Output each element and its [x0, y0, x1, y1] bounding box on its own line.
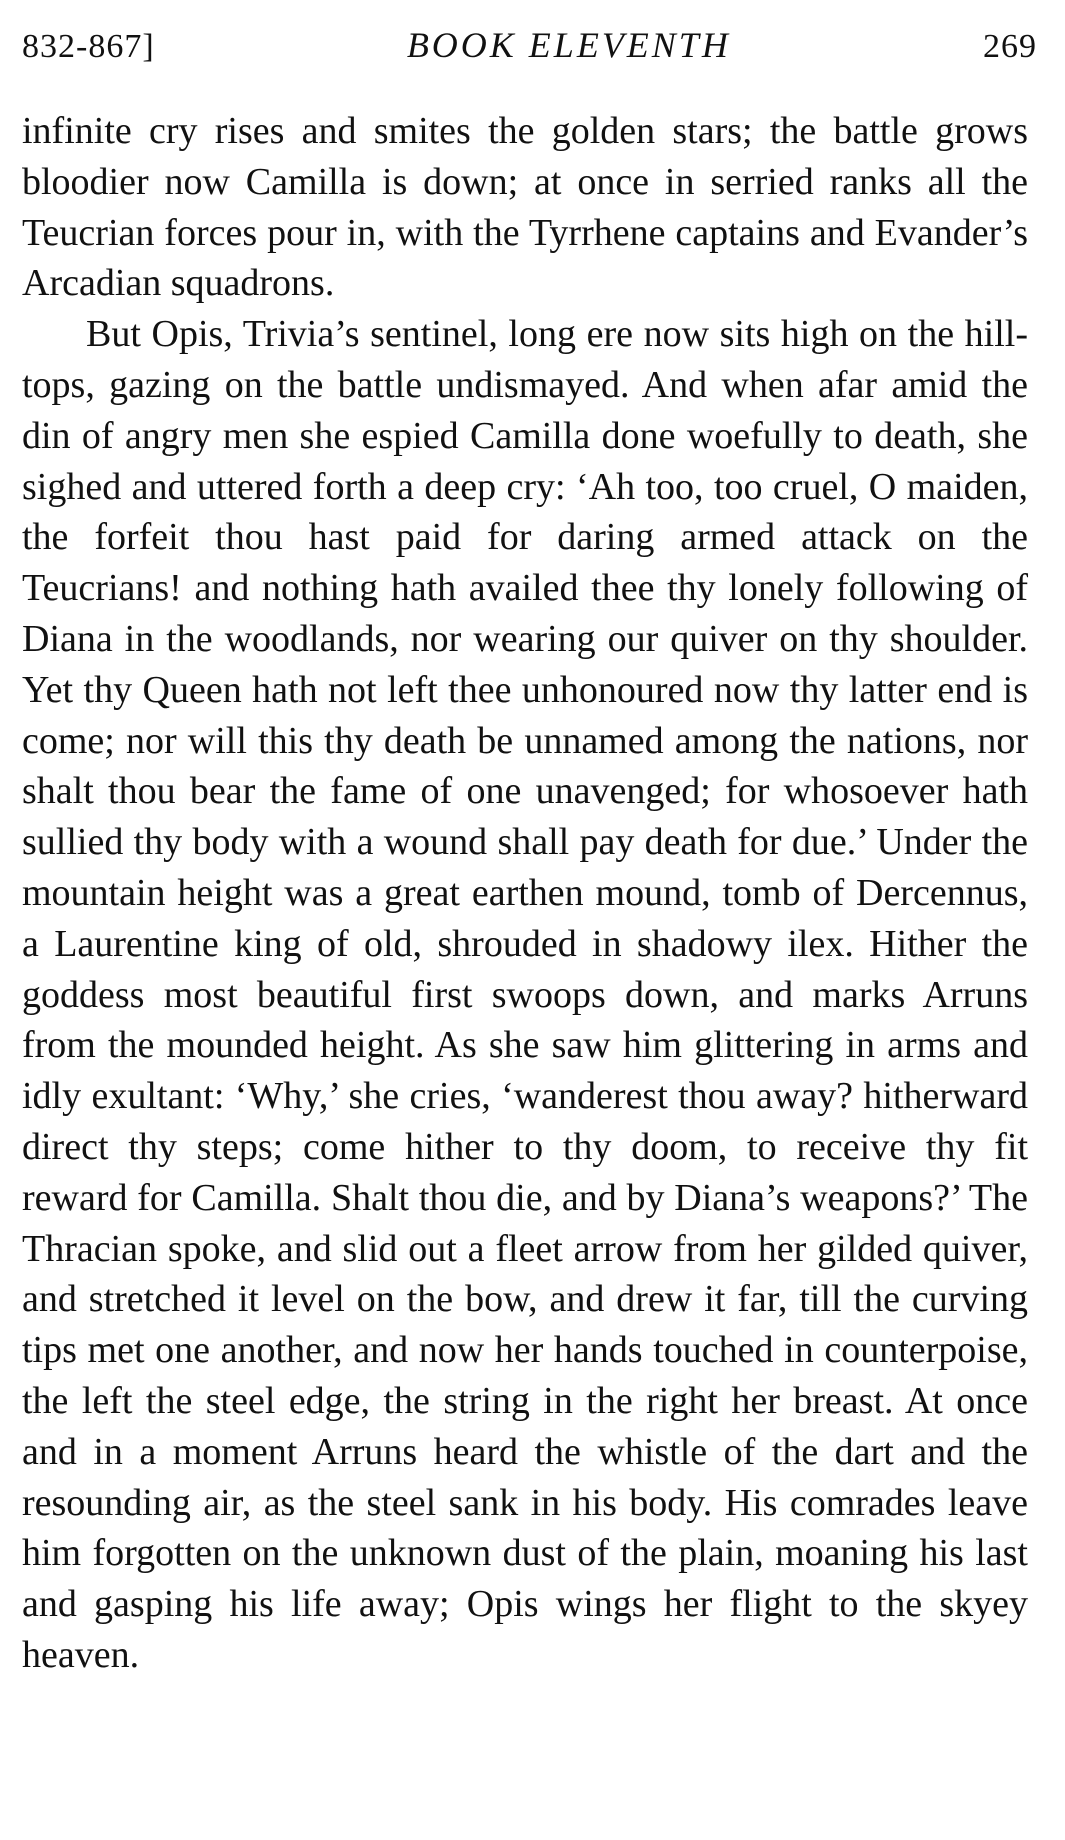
running-head [22, 24, 1037, 74]
page-number: 269 [982, 28, 1037, 65]
paragraph-opis: But Opis, Trivia’s sentinel, long ere now sits high on the hill-tops, gazing on the battle undismayed. And when afar amid the din of angry men she espied Camilla done woefully to death, she sighed and uttered forth a deep cry: ‘Ah too, too cruel, O maiden, the forfeit thou hast paid for daring armed attack on the Teucrians! and nothing hath availed thee thy lonely following of Diana in the woodlands, nor wearing our quiver on thy shoulder. Yet thy Queen hath not left thee unhonoured now thy latter end is come; nor will this thy death be unnamed among the nations, nor shalt thou bear the fame of one unavenged; for whosoever hath sullied thy body with a wound shall pay death for due.’ Under the mountain height was a great earthen mound, tomb of Dercennus, a Laurentine king of old, shrouded in shadowy ilex. Hither the goddess most beautiful first swoops down, and marks Arruns from the mounded height. As she saw him glittering in arms and idly exultant: ‘Why,’ she cries, ‘wanderest thou away? hitherward direct thy steps; come hither to thy doom, to receive thy fit reward for Camilla. Shalt thou die, and by Diana’s weapons?’ The Thracian spoke, and slid out a fleet arrow from her gilded quiver, and stretched it level on the bow, and drew it far, till the curving tips met one another, and now her hands touched in counterpoise, the left the steel edge, the string in the right her breast. At once and in a moment Arruns heard the whistle of the dart and the resounding air, as the steel sank in his body. His comrades leave him forgotten on the unknown dust of the plain, moaning his last and gasping his life away; Opis wings her flight to the skyey heaven. [22, 313, 1028, 1676]
paragraph-continued: infinite cry rises and smites the golden stars; the battle grows bloodier now Camilla is down; at once in serried ranks all the Teucrian forces pour in, with the Tyrrhene captains and Evander’s Arcadian squadrons. [22, 110, 1028, 305]
body-text [22, 106, 1028, 1681]
line-range: 832-867] [22, 28, 155, 65]
book-title: BOOK ELEVENTH [406, 25, 731, 65]
